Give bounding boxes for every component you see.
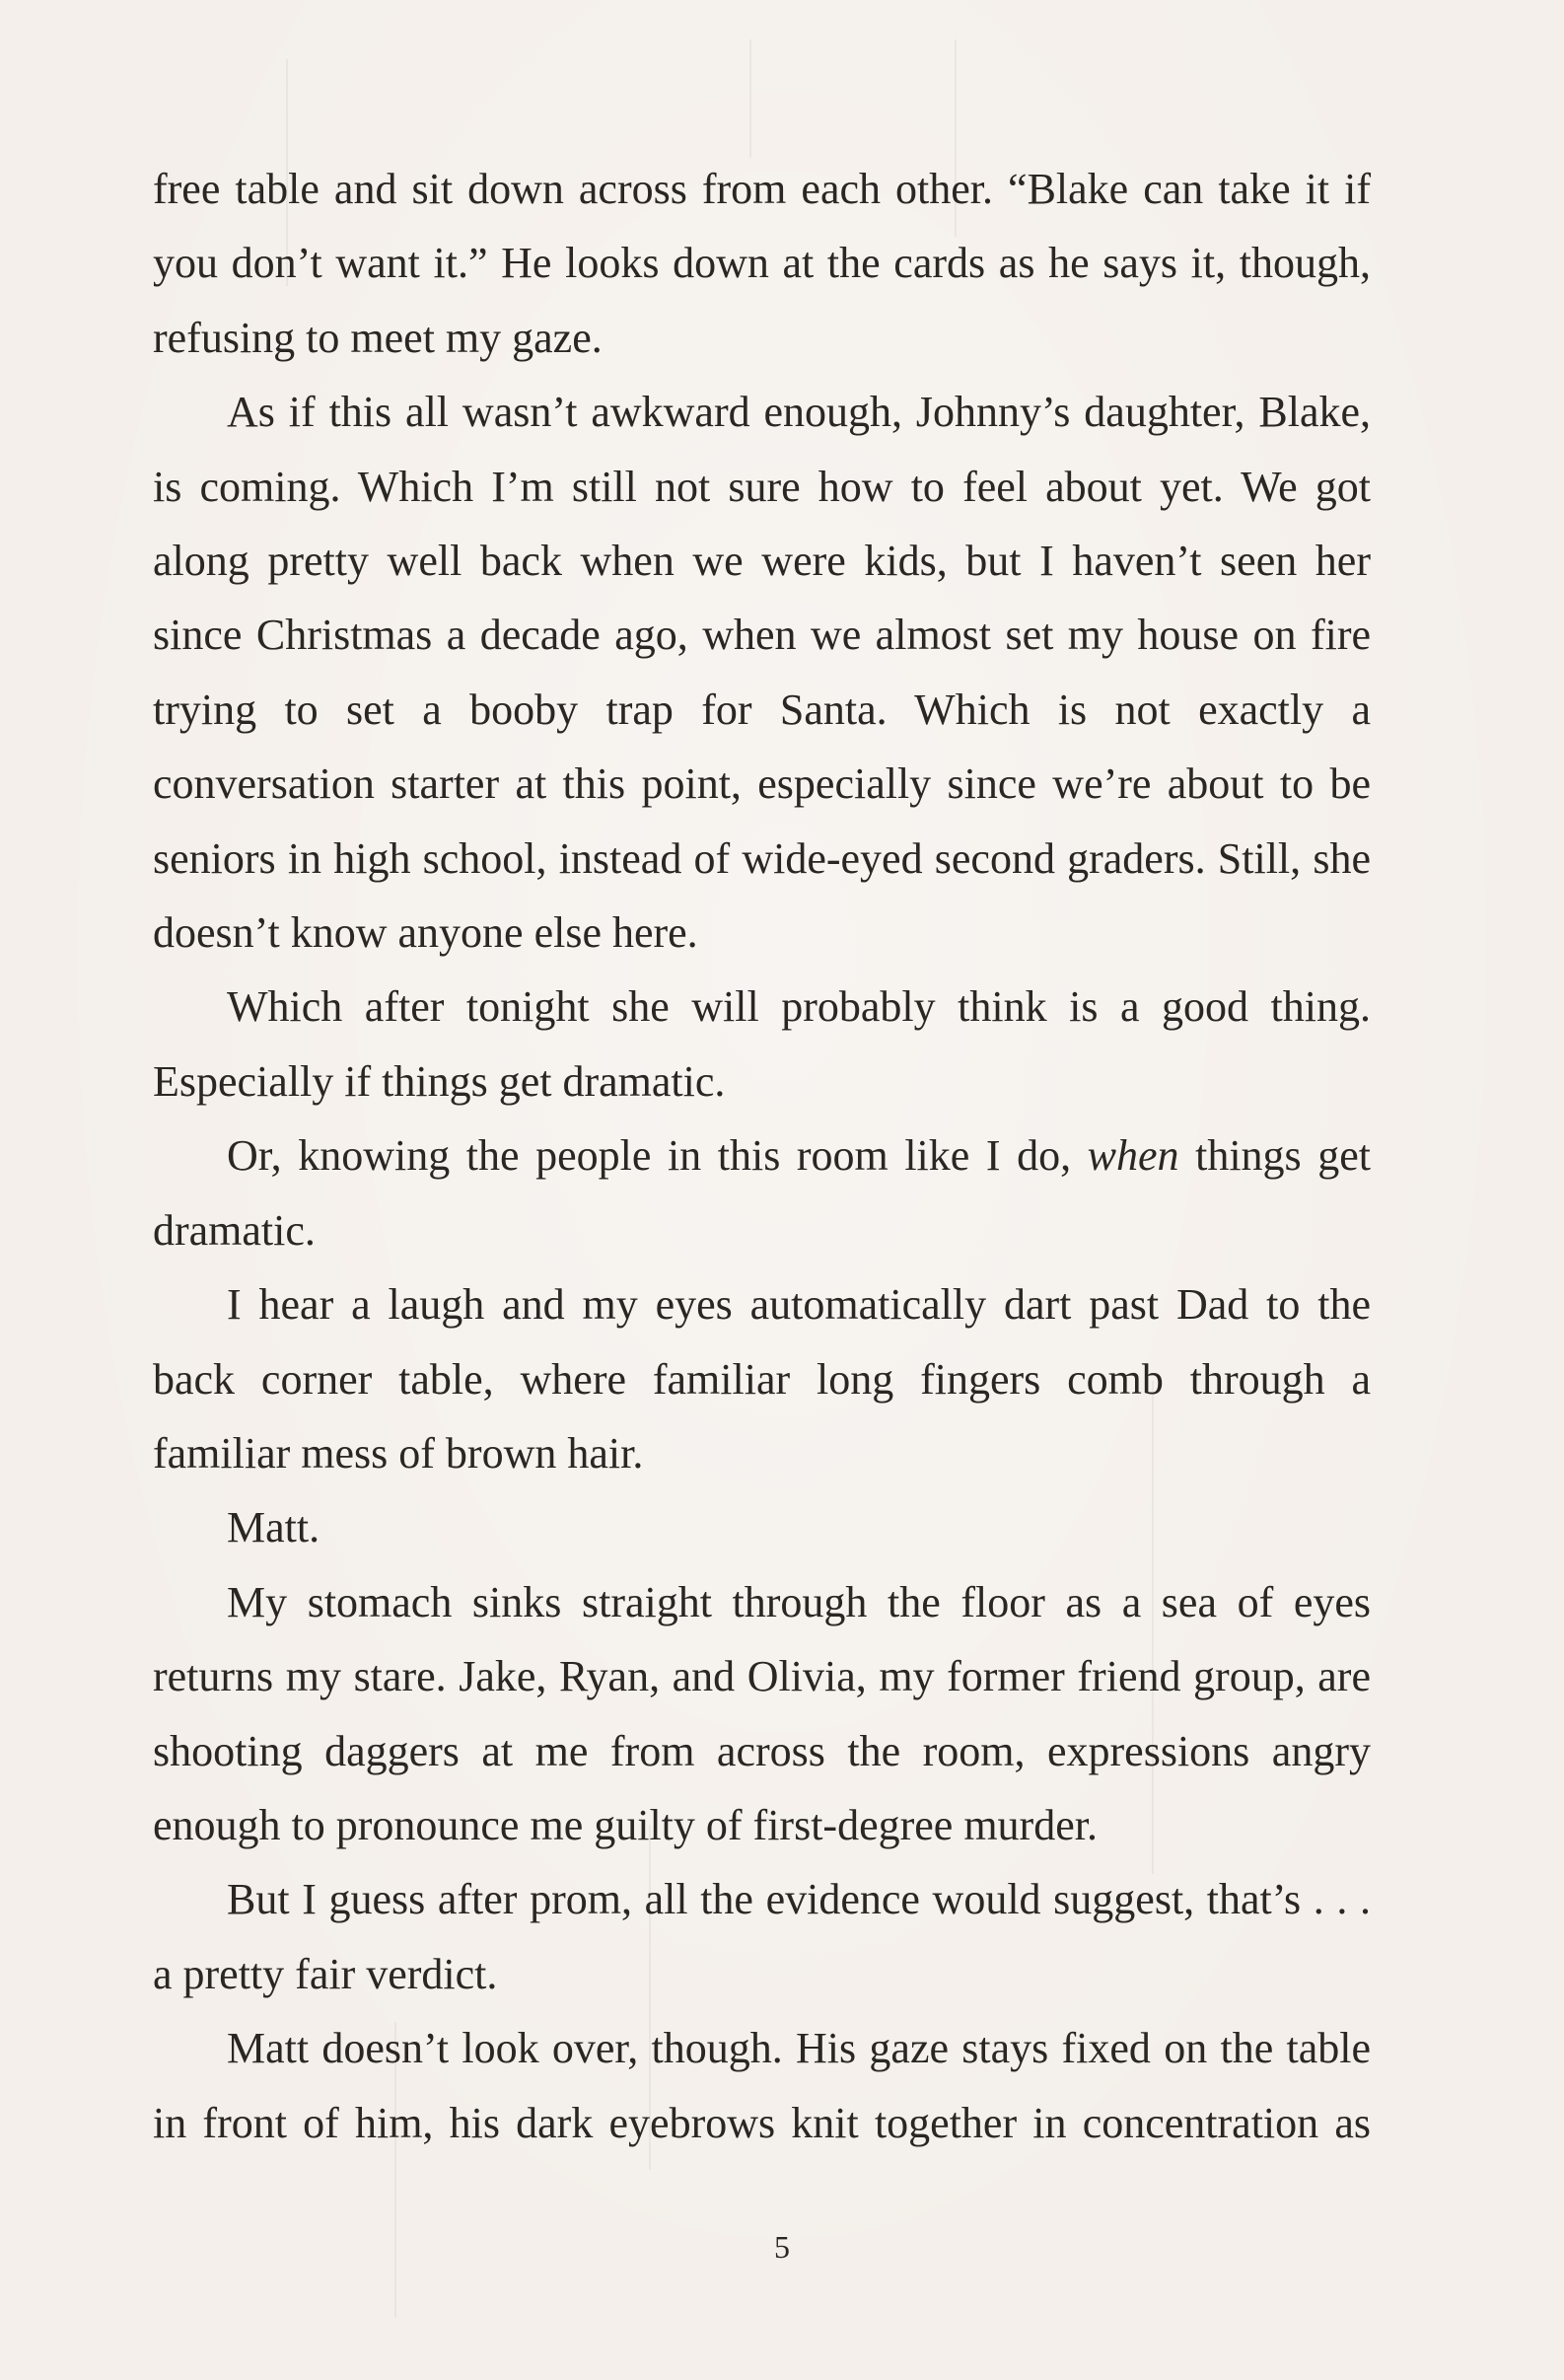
- paragraph-text: My stomach sinks straight through the floor as a sea of eyes returns my stare. Jake, Ryan, and Olivia, my former friend group, are shooting daggers at me from across the room, expressions angry enough to pronounce me guilty of first-degree murder.: [153, 1577, 1371, 1849]
- emphasized-word: when: [1087, 1131, 1179, 1181]
- paragraph: [153, 375, 1371, 970]
- paragraph-text: free table and sit down across from each other. “Blake can take it if you don’t want it.” He looks down at the cards as he says it, though, refusing to meet my gaze.: [153, 165, 1371, 362]
- paragraph-text: Or, knowing the people in this room like I do,: [227, 1131, 1088, 1181]
- paragraph: [153, 1862, 1371, 2011]
- paragraph-text: Which after tonight she will probably think is a good thing. Especially if things get dramatic.: [153, 982, 1371, 1106]
- paragraph: [153, 152, 1371, 375]
- paragraph-text: But I guess after prom, all the evidence would suggest, that’s . . . a pretty fair verdict.: [153, 1875, 1371, 1998]
- paragraph: [153, 2011, 1371, 2160]
- paragraph-text: As if this all wasn’t awkward enough, Johnny’s daughter, Blake, is coming. Which I’m still not sure how to feel about yet. We got along pretty well back when we were kids, but I haven’t seen her since Christmas a decade ago, when we almost set my house on fire trying to set a booby trap for Santa. Which is not exactly a conversation starter at this point, especially since we’re about to be seniors in high school, instead of wide-eyed second graders. Still, she doesn’t know anyone else here.: [153, 388, 1371, 958]
- body-text: [153, 152, 1371, 2160]
- paragraph: [153, 1490, 1371, 1564]
- paragraph-text: things get dramatic.: [153, 1131, 1372, 1255]
- page-number: 5: [774, 2229, 790, 2265]
- paragraph: [153, 1118, 1371, 1267]
- paragraph-text: Matt.: [227, 1503, 320, 1552]
- paragraph: [153, 1267, 1371, 1490]
- paragraph-text: Matt doesn’t look over, though. His gaze stays fixed on the table in front of him, his dark eyebrows knit together in concentration as: [153, 2024, 1371, 2147]
- paper-crease: [749, 39, 751, 158]
- paragraph: [153, 1565, 1371, 1863]
- paragraph-text: I hear a laugh and my eyes automatically dart past Dad to the back corner table, where familiar long fingers comb through a familiar mess of brown hair.: [153, 1280, 1371, 1478]
- paragraph: [153, 970, 1371, 1118]
